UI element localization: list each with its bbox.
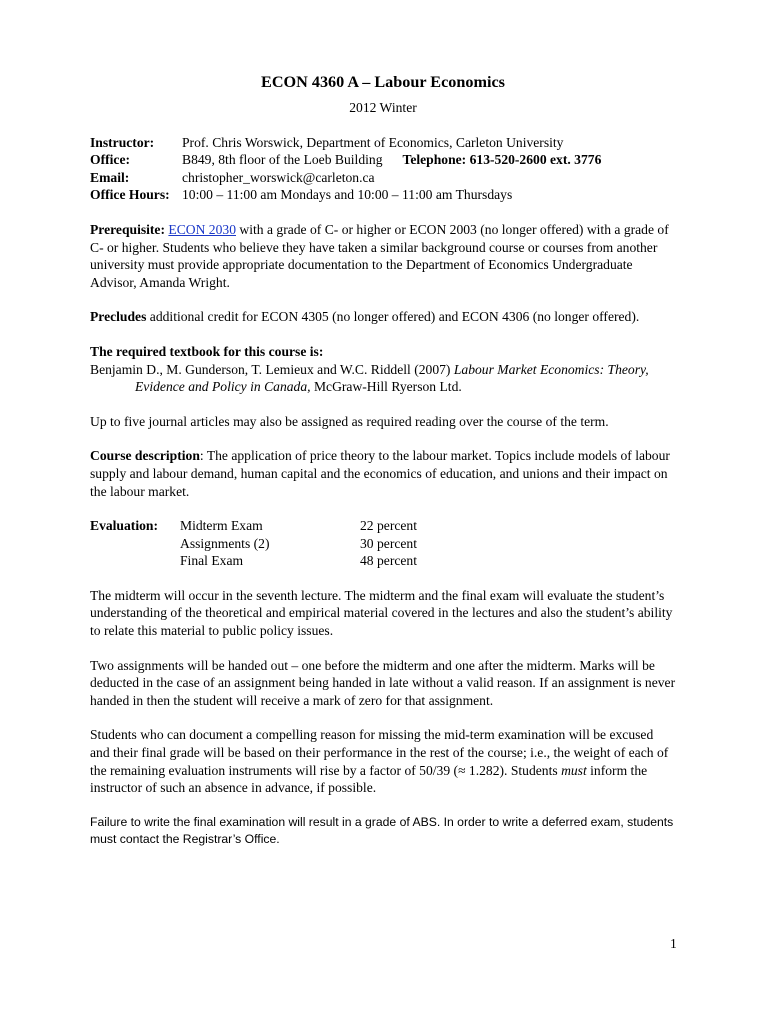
evaluation-item-name: Assignments (2) bbox=[180, 535, 270, 551]
evaluation-row bbox=[90, 552, 676, 570]
textbook-heading: The required textbook for this course is: bbox=[90, 343, 324, 359]
precludes-label: Precludes bbox=[90, 309, 147, 325]
evaluation-item-name: Midterm Exam bbox=[180, 518, 263, 534]
page-number: 1 bbox=[670, 936, 677, 951]
final-exam-paragraph: Failure to write the final examination will result in a grade of ABS. In order to write a deferred exam, students must contact the Registrar’s Office. bbox=[90, 814, 674, 846]
instructor-info bbox=[90, 134, 676, 204]
precludes-text: additional credit for ECON 4305 (no longer offered) and ECON 4306 (no longer offered). bbox=[146, 309, 640, 325]
telephone: Telephone: 613-520-2600 ext. 3776 bbox=[402, 152, 602, 168]
syllabus-page bbox=[90, 72, 676, 848]
midterm-paragraph: The midterm will occur in the seventh lecture. The midterm and the final exam will evaluate the student’s understanding of the theoretical and empirical material covered in the lectures and also the student’s ability to relate this material to public policy issues. bbox=[90, 587, 673, 639]
office-row bbox=[90, 151, 676, 169]
instructor-label: Instructor: bbox=[90, 134, 155, 150]
textbook-authors: Benjamin D., M. Gunderson, T. Lemieux and W.C. Riddell (2007) bbox=[90, 361, 454, 377]
evaluation-item-weight: 22 percent bbox=[360, 518, 417, 534]
evaluation-row bbox=[90, 535, 676, 553]
textbook-citation bbox=[90, 361, 676, 396]
assignments-paragraph: Two assignments will be handed out – one before the midterm and one after the midterm. Marks will be deducted in the case of an assignment being handed in late without a valid reason. If an assignment is never handed in then the student will receive a mark of zero for that assignment. bbox=[90, 657, 676, 708]
econ-2030-link[interactable]: ECON 2030 bbox=[168, 221, 236, 237]
instructor-row bbox=[90, 134, 676, 152]
office-hours-value: 10:00 – 11:00 am Mondays and 10:00 – 11:00 am Thursdays bbox=[182, 187, 513, 203]
textbook-publisher: McGraw-Hill Ryerson Ltd. bbox=[310, 379, 462, 395]
evaluation-item-name: Final Exam bbox=[180, 553, 244, 569]
prerequisite-paragraph bbox=[90, 221, 676, 291]
prerequisite-text: with a grade of C- or higher or ECON 2003 (no longer offered) with a grade of C- or higher. Students who believe they have taken a similar background course or courses from another university must provide appropriate documentation to the Department of Economics Undergraduate Advisor, Amanda Wright. bbox=[90, 221, 669, 290]
email-row bbox=[90, 169, 676, 187]
textbook-title: Labour Market Economics: Theory, Evidence and Policy in Canada, bbox=[135, 361, 649, 395]
office-hours-label: Office Hours: bbox=[90, 187, 170, 203]
evaluation-item-weight: 48 percent bbox=[360, 553, 417, 569]
missed-midterm-paragraph bbox=[90, 726, 676, 796]
evaluation-item-weight: 30 percent bbox=[360, 535, 417, 551]
prerequisite-label: Prerequisite: bbox=[90, 221, 165, 237]
instructor-value: Prof. Chris Worswick, Department of Economics, Carleton University bbox=[182, 134, 564, 150]
office-hours-row bbox=[90, 186, 676, 204]
evaluation-label: Evaluation: bbox=[90, 518, 158, 534]
articles-paragraph: Up to five journal articles may also be assigned as required reading over the course of the term. bbox=[90, 413, 609, 429]
course-description-text: : The application of price theory to the labour market. Topics include models of labour supply and labour demand, human capital and the economics of education, and unions and their impact on the labour market. bbox=[90, 448, 670, 499]
missed-midterm-text-2: inform the instructor of such an absence in advance, if possible. bbox=[90, 762, 648, 796]
email-value: christopher_worswick@carleton.ca bbox=[182, 169, 375, 185]
course-title: ECON 4360 A – Labour Economics bbox=[261, 73, 505, 91]
missed-midterm-emphasis: must bbox=[561, 762, 587, 778]
email-label: Email: bbox=[90, 169, 130, 185]
evaluation-table bbox=[90, 517, 676, 570]
office-value: B849, 8th floor of the Loeb Building bbox=[182, 152, 383, 168]
course-term: 2012 Winter bbox=[349, 100, 417, 115]
course-description bbox=[90, 447, 676, 500]
course-description-label: Course description bbox=[90, 448, 200, 464]
precludes-paragraph bbox=[90, 308, 676, 326]
missed-midterm-text-1: Students who can document a compelling reason for missing the mid-term examination will be excused and their final grade will be based on their performance in the rest of the course; i.e., the weight of each of the remaining evaluation instruments will rise by a factor of 50/39 (≈ 1.282). Students bbox=[90, 727, 669, 778]
office-label: Office: bbox=[90, 152, 130, 168]
evaluation-row bbox=[90, 517, 676, 535]
